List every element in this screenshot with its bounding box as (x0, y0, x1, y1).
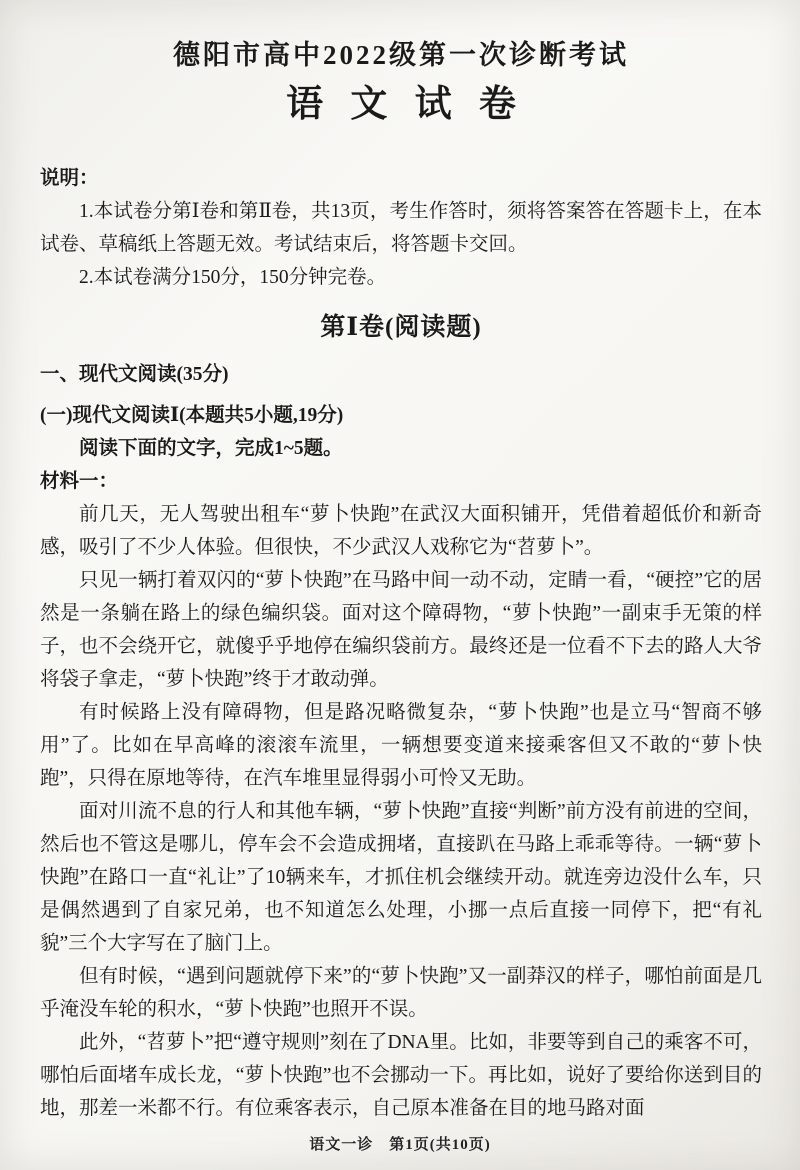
exam-title: 德阳市高中2022级第一次诊断考试 (173, 40, 629, 70)
page-footer (0, 1133, 800, 1154)
instructions-label: 说明： (40, 168, 99, 189)
material-paragraph-2: 只见一辆打着双闪的“萝卜快跑”在马路中间一动不动，定睛一看，“硬控”它的居然是一条躺在路上的绿色编织袋。面对这个障碍物，“萝卜快跑”一副束手无策的样子，也不会绕开它，就傻乎乎地停在编织袋前方。最终还是一位看不下去的路人大爷将袋子拿走，“萝卜快跑”终于才敢动弹。 (40, 570, 762, 690)
reading-instruction: 阅读下面的文字，完成1~5题。 (79, 438, 343, 459)
instruction-item-1: 1.本试卷分第Ⅰ卷和第Ⅱ卷，共13页，考生作答时，须将答案答在答题卡上，在本试卷、草稿纸上答题无效。考试结束后，将答题卡交回。 (40, 201, 762, 255)
material-paragraph-5: 但有时候，“遇到问题就停下来”的“萝卜快跑”又一副莽汉的样子，哪怕前面是几乎淹没车轮的积水，“萝卜快跑”也照开不误。 (40, 966, 762, 1020)
footer-page-indicator: 语文一诊 第1页(共10页) (309, 1137, 491, 1153)
material-one-label: 材料一： (40, 471, 119, 492)
section-heading: 一、现代文阅读(35分) (40, 364, 229, 385)
instruction-item-2: 2.本试卷满分150分，150分钟完卷。 (79, 267, 387, 288)
material-paragraph-1: 前几天，无人驾驶出租车“萝卜快跑”在武汉大面积铺开，凭借着超低价和新奇感，吸引了不少人体验。但很快，不少武汉人戏称它为“苕萝卜”。 (40, 504, 762, 558)
material-paragraph-3: 有时候路上没有障碍物，但是路况略微复杂，“萝卜快跑”也是立马“智商不够用”了。比如在早高峰的滚滚车流里，一辆想要变道来接乘客但又不敢的“萝卜快跑”，只得在原地等待，在汽车堆里显得弱小可怜又无助。 (40, 702, 762, 789)
material-paragraph-4: 面对川流不息的行人和其他车辆，“萝卜快跑”直接“判断”前方没有前进的空间，然后也不管这是哪儿，停车会不会造成拥堵，直接趴在马路上乖乖等待。一辆“萝卜快跑”在路口一直“礼让”了10辆来车，才抓住机会继续开动。就连旁边没什么车，只是偶然遇到了自家兄弟，也不知道怎么处理，小挪一点后直接一同停下，把“有礼貌”三个大字写在了脑门上。 (40, 801, 762, 954)
paper-header (40, 38, 762, 128)
material-paragraph-6: 此外，“苕萝卜”把“遵守规则”刻在了DNA里。比如，非要等到自己的乘客不可，哪怕后面堵车成长龙，“萝卜快跑”也不会挪动一下。再比如，说好了要给你送到目的地，那差一米都不行。有位乘客表示，自己原本准备在目的地马路对面 (40, 1032, 762, 1119)
volume-heading: 第Ⅰ卷(阅读题) (320, 314, 482, 341)
subsection-heading: (一)现代文阅读Ⅰ(本题共5小题,19分) (40, 405, 344, 426)
instructions-section (40, 162, 762, 294)
paper-subject-title: 语 文 试 卷 (286, 84, 525, 125)
